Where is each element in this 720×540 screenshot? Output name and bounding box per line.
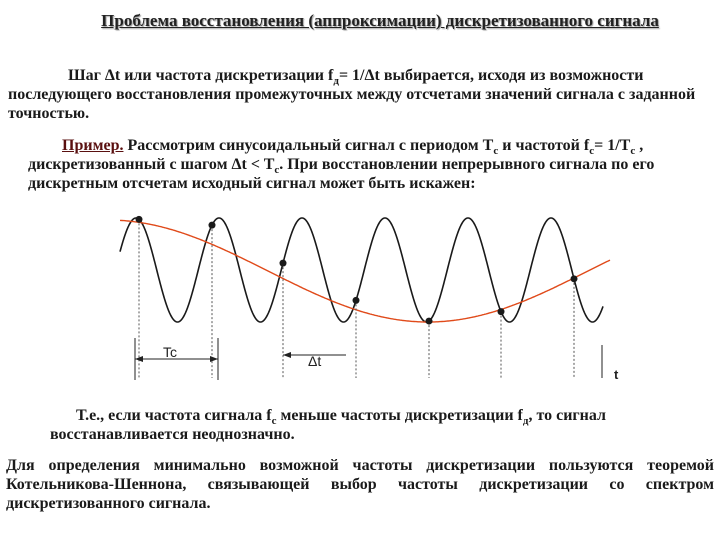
p2-sub4: c <box>274 164 280 177</box>
example-label: Пример. <box>62 137 124 154</box>
paragraph-kotelnikov: Для определения минимально возможной частоты дискретизации пользуются теоремой Котельникова-Шеннона, связывающей выбор частоты дискретизации со спектром дискретизованного сигнала. <box>6 457 714 512</box>
p2-sub3: c <box>630 145 636 158</box>
p1-sub: д <box>333 75 339 88</box>
p3-text-b: меньше частоты дискретизации f <box>276 407 523 424</box>
p3-text-c: , то сигнал восстанавливается неоднозначно. <box>50 407 607 443</box>
p3-sub1: с <box>271 415 277 428</box>
p2-text-d: , дискретизованный с шагом Δt < T <box>28 137 644 173</box>
tc-arrow-head-right <box>210 356 218 362</box>
p2-text-b: и частотой f <box>498 137 590 154</box>
p2-text-e: . При восстановлении непрерывного сигнала по его дискретным отсчетам исходный сигнал может быть искажен: <box>28 156 655 192</box>
sample-points-group <box>136 216 578 325</box>
sample-point <box>209 222 216 229</box>
sample-point <box>571 275 578 282</box>
sample-point <box>280 260 287 267</box>
sample-point <box>136 216 143 223</box>
p2-sub2: c <box>589 145 595 158</box>
tc-label: Tc <box>163 344 177 360</box>
dt-arrow-head-left <box>283 352 291 358</box>
time-axis-label: t <box>614 367 619 382</box>
p1-text-a: Шаг Δt или частота дискретизации f <box>68 67 334 84</box>
sample-point <box>498 308 505 315</box>
paragraph-conclusion <box>50 406 700 444</box>
aliased-signal-curve <box>120 220 610 322</box>
sample-point <box>353 297 360 304</box>
p3-text-a: Т.е., если частота сигнала f <box>76 407 272 424</box>
p1-text-b: = 1/Δt выбирается, исходя из возможности последующего восстановления промежуточных между отсчетами значений сигнала с заданной точностью. <box>8 67 696 122</box>
dt-label: Δt <box>308 353 322 369</box>
p2-sub1: c <box>493 145 499 158</box>
p3-sub2: д <box>522 415 529 428</box>
slide-title: Проблема восстановления (аппроксимации) дискретизованного сигнала <box>101 11 659 30</box>
p2-text-c: = 1/T <box>594 137 631 154</box>
p2-text-a: Рассмотрим синусоидальный сигнал с периодом T <box>123 137 494 154</box>
sample-point <box>426 318 433 325</box>
sine-signal-curve <box>120 218 603 322</box>
